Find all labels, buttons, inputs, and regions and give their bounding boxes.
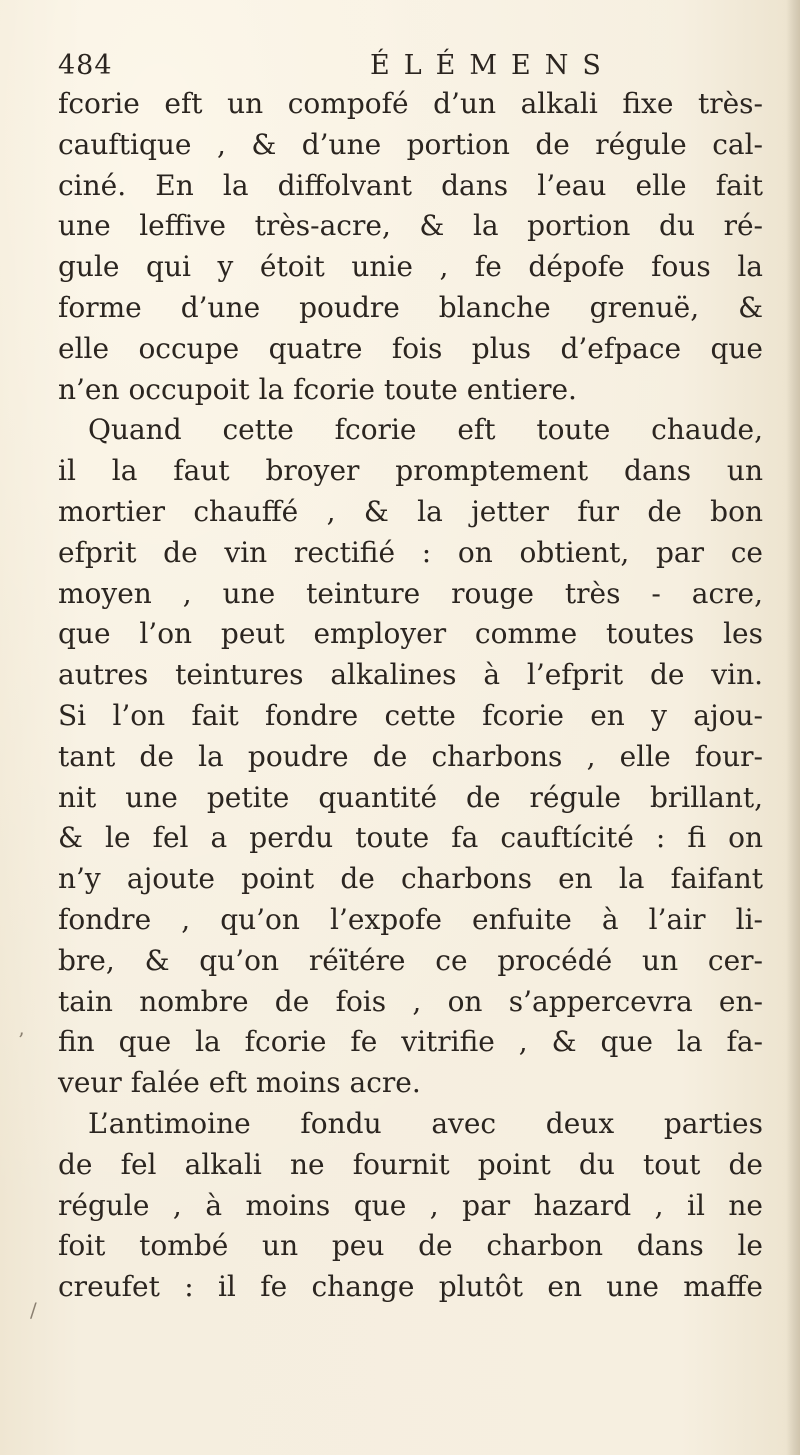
running-head: ÉLÉMENS <box>370 50 615 81</box>
text-line: ciné. En la diffolvant dans l’eau elle fait <box>58 168 763 202</box>
text-line: cauftique , & d’une portion de régule cal- <box>58 127 763 161</box>
text-line: efprit de vin rectifié : on obtient, par ce <box>58 535 763 569</box>
text-line: elle occupe quatre fois plus d’efpace que <box>58 331 763 365</box>
text-line: de fel alkali ne fournit point du tout de <box>58 1147 763 1181</box>
text-line: & le fel a perdu toute fa cauftícité : fi on <box>58 821 763 855</box>
text-line: nit une petite quantité de régule brillant, <box>58 780 763 814</box>
text-line: creufet : il fe change plutôt en une maffe <box>58 1270 763 1304</box>
text-line: tain nombre de fois , on s’appercevra en- <box>58 984 763 1018</box>
text-line: n’y ajoute point de charbons en la faifant <box>58 862 763 896</box>
text-line: fin que la fcorie fe vitrifie , & que la fa- <box>58 1025 763 1059</box>
text-line: mortier chauffé , & la jetter fur de bon <box>58 494 763 528</box>
text-line: moyen , une teinture rouge très - acre, <box>58 576 763 610</box>
text-line: tant de la poudre de charbons , elle four- <box>58 739 763 773</box>
text-line: veur falée eft moins acre. <box>58 1066 421 1100</box>
text-line: bre, & qu’on réïtére ce procédé un cer- <box>58 943 763 977</box>
text-line: forme d’une poudre blanche grenuë, & <box>58 290 763 324</box>
text-line: une leffive très-acre, & la portion du ré- <box>58 209 763 243</box>
text-line: foit tombé un peu de charbon dans le <box>58 1229 763 1263</box>
text-line: fcorie eft un compofé d’un alkali fixe très- <box>58 87 763 120</box>
text-line: fondre , qu’on l’expofe enfuite à l’air li- <box>58 902 763 936</box>
page-number: 484 <box>58 50 113 81</box>
text-line: Quand cette fcorie eft toute chaude, <box>88 413 763 447</box>
margin-mark: ’ <box>18 1028 25 1052</box>
page-edge-shadow <box>786 0 800 1455</box>
margin-mark: / <box>30 1298 37 1322</box>
text-line: L’antimoine fondu avec deux parties <box>88 1106 763 1140</box>
text-line: autres teintures alkalines à l’efprit de vin. <box>58 658 763 692</box>
text-line: il la faut broyer promptement dans un <box>58 454 763 488</box>
text-line: Si l’on fait fondre cette fcorie en y ajou- <box>58 698 763 732</box>
text-line: gule qui y étoit unie , fe dépofe fous la <box>58 250 763 284</box>
text-line: n’en occupoit la fcorie toute entiere. <box>58 372 577 406</box>
body-text <box>58 84 763 1308</box>
text-line: que l’on peut employer comme toutes les <box>58 617 763 651</box>
text-line: régule , à moins que , par hazard , il ne <box>58 1188 763 1222</box>
